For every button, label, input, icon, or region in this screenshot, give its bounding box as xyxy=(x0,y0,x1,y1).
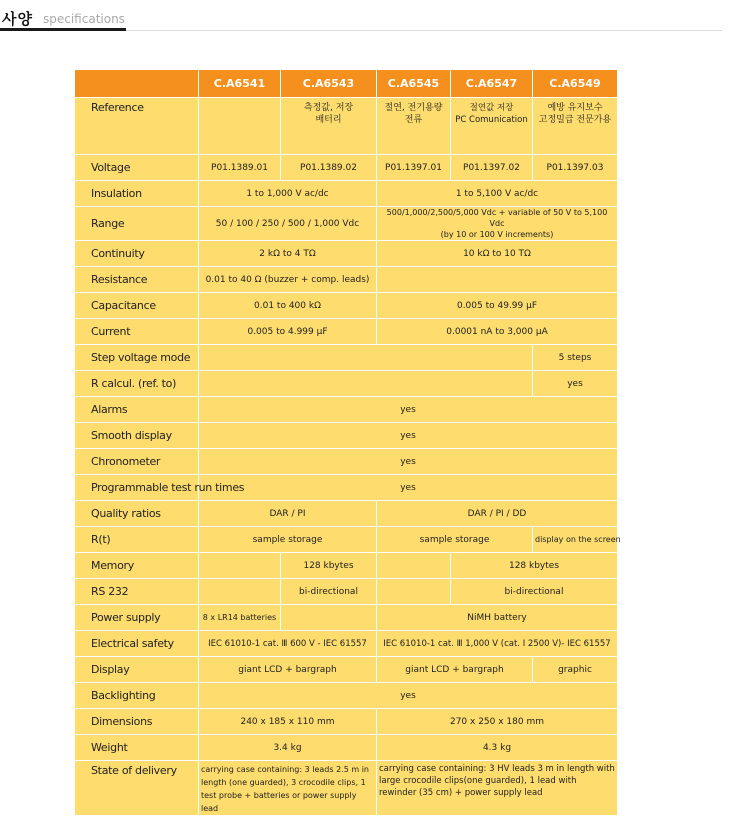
table-row xyxy=(75,579,618,605)
table-row xyxy=(75,501,618,527)
row-label: Alarms xyxy=(75,397,199,423)
table-row xyxy=(75,761,618,816)
table-row xyxy=(75,207,618,241)
table-cell xyxy=(199,345,533,371)
table-row xyxy=(75,155,618,181)
table-cell: 128 kbytes xyxy=(281,553,377,579)
table-row xyxy=(75,657,618,683)
table-row xyxy=(75,683,618,709)
table-cell: carrying case containing: 3 HV leads 3 m in length with large crocodile clips(one guarded), 1 lead with rewinder (35 cm) + power supply lead xyxy=(377,761,618,816)
table-cell: 절연값 저장 PC Comunication xyxy=(451,98,533,155)
table-cell: P01.1397.02 xyxy=(451,155,533,181)
row-label: Weight xyxy=(75,735,199,761)
model-header: C.A6541 xyxy=(199,70,281,98)
table-row xyxy=(75,553,618,579)
table-cell: P01.1389.01 xyxy=(199,155,281,181)
table-row xyxy=(75,293,618,319)
table-cell xyxy=(199,579,281,605)
row-label: Display xyxy=(75,657,199,683)
table-cell: 2 kΩ to 4 TΩ xyxy=(199,241,377,267)
table-cell: P01.1397.01 xyxy=(377,155,451,181)
table-cell: IEC 61010-1 cat. Ⅲ 1,000 V (cat. Ⅰ 2500 V)- IEC 61557 xyxy=(377,631,618,657)
row-label: Capacitance xyxy=(75,293,199,319)
table-cell: sample storage xyxy=(199,527,377,553)
row-label: Voltage xyxy=(75,155,199,181)
specifications-table xyxy=(74,69,621,816)
table-cell: P01.1397.03 xyxy=(533,155,618,181)
row-label: Insulation xyxy=(75,181,199,207)
section-title-korean: 사양 xyxy=(2,10,33,28)
table-cell: display on the screen xyxy=(533,527,618,553)
table-cell: 0.01 to 40 Ω (buzzer + comp. leads) xyxy=(199,267,377,293)
row-label: State of delivery xyxy=(75,761,199,816)
table-cell xyxy=(377,267,618,293)
table-cell: yes xyxy=(199,683,618,709)
table-cell: 예방 유지보수 고정밀급 전문가용 xyxy=(533,98,618,155)
row-label: Dimensions xyxy=(75,709,199,735)
table-cell: 0.01 to 400 kΩ xyxy=(199,293,377,319)
table-cell: 500/1,000/2,500/5,000 Vdc + variable of 50 V to 5,100 Vdc (by 10 or 100 V increments) xyxy=(377,207,618,241)
table-row xyxy=(75,371,618,397)
table-row xyxy=(75,475,618,501)
row-label: Electrical safety xyxy=(75,631,199,657)
table-cell: 50 / 100 / 250 / 500 / 1,000 Vdc xyxy=(199,207,377,241)
table-row xyxy=(75,345,618,371)
table-row xyxy=(75,181,618,207)
table-cell: yes xyxy=(533,371,618,397)
table-cell: 240 x 185 x 110 mm xyxy=(199,709,377,735)
table-cell: 0.0001 nA to 3,000 μA xyxy=(377,319,618,345)
table-cell xyxy=(377,553,451,579)
table-cell: IEC 61010-1 cat. Ⅲ 600 V - IEC 61557 xyxy=(199,631,377,657)
table-row xyxy=(75,241,618,267)
table-cell: sample storage xyxy=(377,527,533,553)
row-label: Current xyxy=(75,319,199,345)
table-cell: DAR / PI xyxy=(199,501,377,527)
table-cell: 10 kΩ to 10 TΩ xyxy=(377,241,618,267)
row-label: R calcul. (ref. to) xyxy=(75,371,199,397)
table-cell: 1 to 5,100 V ac/dc xyxy=(377,181,618,207)
table-cell xyxy=(281,605,377,631)
table-cell: graphic xyxy=(533,657,618,683)
table-cell: bi-directional xyxy=(281,579,377,605)
table-row xyxy=(75,449,618,475)
table-cell: DAR / PI / DD xyxy=(377,501,618,527)
table-cell xyxy=(199,553,281,579)
row-label: Power supply xyxy=(75,605,199,631)
table-row xyxy=(75,319,618,345)
table-cell: yes xyxy=(199,397,618,423)
row-label: Chronometer xyxy=(75,449,199,475)
row-label: Resistance xyxy=(75,267,199,293)
table-cell: carrying case containing: 3 leads 2.5 m in length (one guarded), 3 crocodile clips, 1 test probe + batteries or power supply lead xyxy=(199,761,377,816)
model-header: C.A6549 xyxy=(533,70,618,98)
table-row xyxy=(75,397,618,423)
row-label: Smooth display xyxy=(75,423,199,449)
table-cell: bi-directional xyxy=(451,579,618,605)
table-row xyxy=(75,631,618,657)
table-cell: 3.4 kg xyxy=(199,735,377,761)
table-cell: 0.005 to 49.99 μF xyxy=(377,293,618,319)
table-cell: 0.005 to 4.999 μF xyxy=(199,319,377,345)
row-label: Backlighting xyxy=(75,683,199,709)
table-cell: 8 x LR14 batteries xyxy=(199,605,281,631)
header-blank xyxy=(75,70,199,98)
section-header xyxy=(0,8,722,31)
table-cell: P01.1389.02 xyxy=(281,155,377,181)
table-cell: 270 x 250 x 180 mm xyxy=(377,709,618,735)
table-row xyxy=(75,527,618,553)
table-cell: 4.3 kg xyxy=(377,735,618,761)
table-cell: 128 kbytes xyxy=(451,553,618,579)
row-label: R(t) xyxy=(75,527,199,553)
table-cell: 측정값, 저장 배터리 xyxy=(281,98,377,155)
table-row xyxy=(75,735,618,761)
table-cell: yes xyxy=(199,449,618,475)
title-underline xyxy=(0,28,126,31)
table-cell: giant LCD + bargraph xyxy=(377,657,533,683)
row-label: Memory xyxy=(75,553,199,579)
table-cell: NiMH battery xyxy=(377,605,618,631)
model-header: C.A6543 xyxy=(281,70,377,98)
table-row xyxy=(75,709,618,735)
model-header: C.A6545 xyxy=(377,70,451,98)
table-row xyxy=(75,605,618,631)
row-label: RS 232 xyxy=(75,579,199,605)
table-cell: yes xyxy=(199,423,618,449)
row-label: Step voltage mode xyxy=(75,345,199,371)
table-cell: yes xyxy=(199,475,618,501)
table-cell: giant LCD + bargraph xyxy=(199,657,377,683)
table-row xyxy=(75,267,618,293)
table-cell xyxy=(199,371,533,397)
row-label: Continuity xyxy=(75,241,199,267)
table-cell xyxy=(377,579,451,605)
table-row xyxy=(75,98,618,155)
row-label: Range xyxy=(75,207,199,241)
table-cell: 절연, 전기용량 전류 xyxy=(377,98,451,155)
row-label: Reference xyxy=(75,98,199,155)
model-header: C.A6547 xyxy=(451,70,533,98)
table-cell: 1 to 1,000 V ac/dc xyxy=(199,181,377,207)
row-label: Quality ratios xyxy=(75,501,199,527)
table-cell: 5 steps xyxy=(533,345,618,371)
table-row xyxy=(75,423,618,449)
row-label: Programmable test run times xyxy=(75,475,199,501)
table-cell xyxy=(199,98,281,155)
section-title-english: specifications xyxy=(43,12,125,26)
model-header-row xyxy=(75,70,618,98)
